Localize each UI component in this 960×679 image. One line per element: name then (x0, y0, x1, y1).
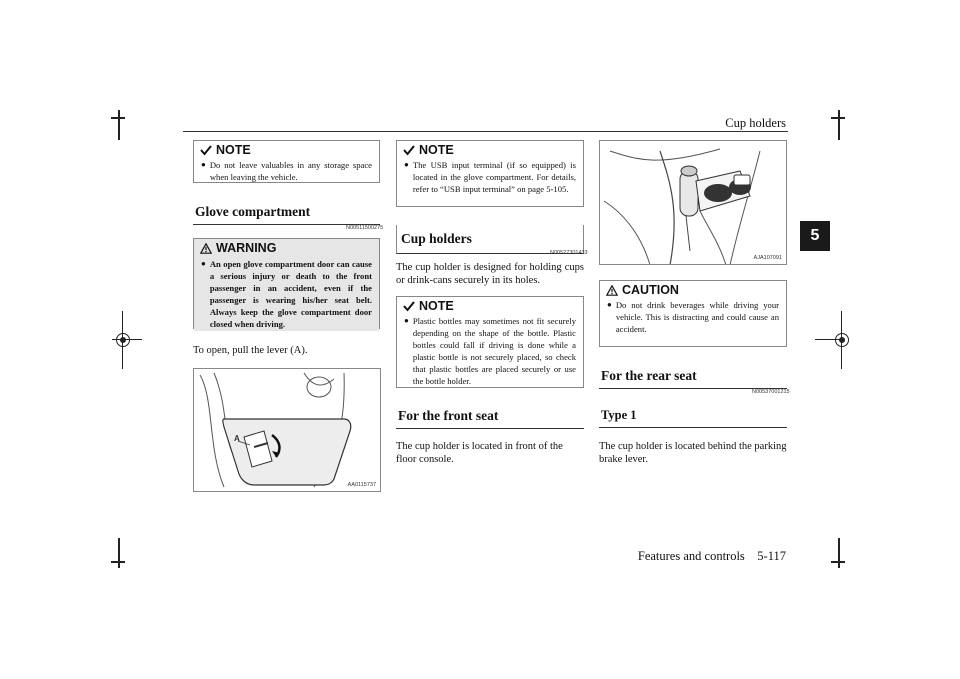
chapter-tab: 5 (800, 221, 830, 251)
glove-compartment-illustration (194, 369, 381, 492)
note-box-valuables (193, 140, 380, 183)
section-code-glove: N00511500275 (346, 225, 384, 231)
note-box-plastic-bottles (396, 296, 584, 388)
bullet-icon: ● (404, 316, 409, 325)
note-box-usb (396, 140, 584, 207)
caution-box (599, 280, 787, 347)
caution-label: CAUTION (622, 283, 679, 297)
bullet-icon: ● (201, 160, 206, 169)
section-code-cup: N00527301433 (550, 250, 588, 256)
warning-box (193, 238, 380, 329)
registration-mark-left-vline (122, 311, 123, 369)
page-header-title: Cup holders (725, 116, 786, 130)
section-title-glove-compartment: Glove compartment (193, 204, 380, 225)
warning-triangle-icon (200, 243, 212, 254)
page-footer: Features and controls 5-117 (637, 549, 786, 563)
section-title-rear-seat: For the rear seat (599, 368, 787, 389)
note-body (397, 159, 583, 200)
front-seat-description: The cup holder is located in front of the floor console. (396, 441, 563, 465)
section-title-front-seat: For the front seat (396, 408, 584, 429)
note-text: Do not leave valuables in any storage space when leaving the vehicle. (209, 160, 372, 182)
rear-seat-description: The cup holder is located behind the parking brake lever. (599, 441, 787, 465)
note-header (194, 141, 379, 159)
note-body (397, 315, 583, 392)
figure-id: AA0115737 (347, 482, 376, 488)
note-label: NOTE (419, 299, 454, 313)
section-title-cup-holders: Cup holders (396, 225, 584, 254)
note-icon (403, 301, 415, 312)
registration-mark-left (116, 333, 130, 347)
glove-open-instruction: To open, pull the lever (A). (193, 345, 308, 356)
registration-mark-right (835, 333, 849, 347)
figure-id: AJA107091 (753, 255, 782, 261)
note-text: The USB input terminal (if so equipped) is located in the glove compartment. For details, refer to “USB input terminal” on page 5-105. (412, 160, 576, 194)
section-title-type-1: Type 1 (599, 408, 787, 428)
crop-mark-top-right-v (838, 110, 840, 140)
caution-header (600, 281, 786, 299)
note-header (397, 297, 583, 315)
bullet-icon: ● (607, 300, 612, 309)
bullet-icon: ● (201, 259, 206, 268)
crop-mark-bottom-right-v (838, 538, 840, 568)
caution-body (600, 299, 786, 340)
figure-callout-a: A (234, 434, 240, 443)
figure-glove-compartment (193, 368, 381, 492)
note-header (397, 141, 583, 159)
note-label: NOTE (419, 143, 454, 157)
warning-label: WARNING (216, 241, 277, 255)
warning-body (194, 257, 379, 331)
note-body (194, 159, 379, 188)
crop-mark-top-left-v (118, 110, 120, 140)
crop-mark-bottom-left-v (118, 538, 120, 568)
header-rule (183, 131, 788, 132)
warning-text: An open glove compartment door can cause a serious injury or death to the front passenger in an accident, even if the passenger is wearing his/her seat belt. Always keep the glove compartment door closed when driving. (209, 259, 372, 329)
note-icon (200, 145, 212, 156)
front-cup-holder-illustration (600, 141, 787, 265)
caution-triangle-icon (606, 285, 618, 296)
note-text: Plastic bottles may sometimes not fit securely depending on the shape of the bottle. Plastic bottles could fall if driving is done while a plastic bottle is not securely placed, so check that plastic bottles are placed securely or use the bottle holder. (412, 316, 576, 386)
caution-text: Do not drink beverages while driving your vehicle. This is distracting and could cause an accident. (615, 300, 779, 334)
crop-mark-bottom-left-h (111, 561, 125, 563)
registration-mark-right-vline (841, 311, 842, 369)
crop-mark-bottom-right-h (831, 561, 845, 563)
crop-mark-top-left-h (111, 117, 125, 119)
crop-mark-top-right-h (831, 117, 845, 119)
cup-holder-description: The cup holder is designed for holding cups or drink-cans securely in its holes. (396, 262, 584, 286)
warning-header (194, 239, 379, 257)
note-label: NOTE (216, 143, 251, 157)
section-code-rear: N00537001215 (752, 389, 790, 395)
note-icon (403, 145, 415, 156)
bullet-icon: ● (404, 160, 409, 169)
figure-cup-holder-front (599, 140, 787, 265)
